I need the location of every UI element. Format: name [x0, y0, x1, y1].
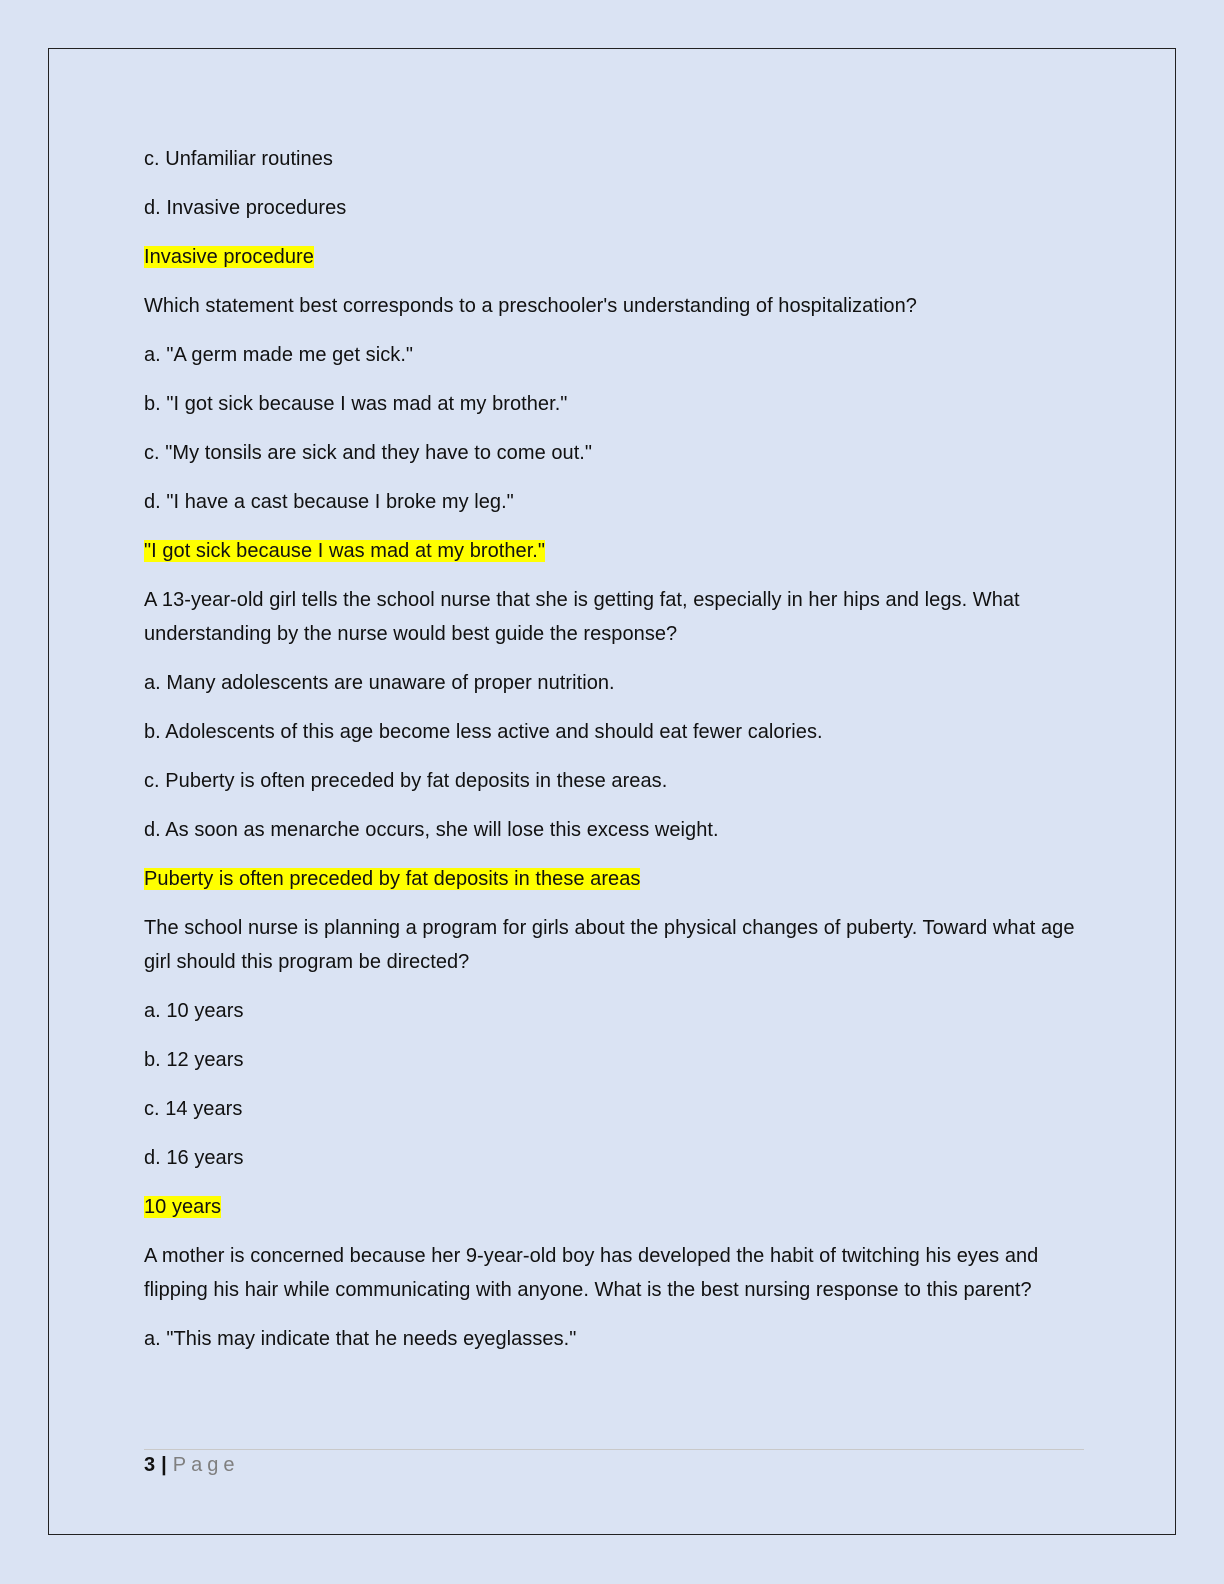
text-line — [144, 1141, 1084, 1175]
text-line — [144, 338, 1084, 372]
page-footer — [144, 1449, 1084, 1477]
answer-line — [144, 534, 1084, 568]
line-text: d. "I have a cast because I broke my leg." — [144, 491, 514, 513]
highlighted-answer: Puberty is often preceded by fat deposits in these areas — [144, 868, 641, 890]
page-number: 3 — [144, 1454, 156, 1476]
text-line — [144, 666, 1084, 700]
page-label: Page — [172, 1454, 240, 1476]
line-text: c. Puberty is often preceded by fat deposits in these areas. — [144, 770, 668, 792]
line-text: Which statement best corresponds to a preschooler's understanding of hospitalization? — [144, 295, 917, 317]
line-text: a. 10 years — [144, 1000, 244, 1022]
line-text: d. As soon as menarche occurs, she will lose this excess weight. — [144, 819, 719, 841]
text-line — [144, 1092, 1084, 1126]
answer-line — [144, 1190, 1084, 1224]
line-text: b. Adolescents of this age become less active and should eat fewer calories. — [144, 721, 823, 743]
text-line — [144, 1043, 1084, 1077]
highlighted-answer: Invasive procedure — [144, 246, 314, 268]
line-text: A mother is concerned because her 9-year-old boy has developed the habit of twitching his eyes and flipping his hair while communicating with anyone. What is the best nursing response to this parent? — [144, 1245, 1039, 1301]
line-text: c. "My tonsils are sick and they have to come out." — [144, 442, 593, 464]
highlighted-answer: "I got sick because I was mad at my brother." — [144, 540, 546, 562]
text-line — [144, 142, 1084, 176]
answer-line — [144, 240, 1084, 274]
text-line — [144, 1239, 1084, 1307]
highlighted-answer: 10 years — [144, 1196, 222, 1218]
line-text: a. "A germ made me get sick." — [144, 344, 414, 366]
line-text: a. "This may indicate that he needs eyeglasses." — [144, 1328, 577, 1350]
text-line — [144, 289, 1084, 323]
page-separator: | — [161, 1454, 167, 1476]
text-line — [144, 1322, 1084, 1356]
line-text: c. 14 years — [144, 1098, 243, 1120]
line-text: d. Invasive procedures — [144, 197, 347, 219]
line-text: c. Unfamiliar routines — [144, 148, 333, 170]
text-line — [144, 994, 1084, 1028]
text-line — [144, 764, 1084, 798]
text-line — [144, 485, 1084, 519]
line-text: A 13-year-old girl tells the school nurse that she is getting fat, especially in her hips and legs. What understanding by the nurse would best guide the response? — [144, 589, 1020, 645]
line-text: The school nurse is planning a program for girls about the physical changes of puberty. Toward what age girl should this program be directed? — [144, 917, 1075, 973]
text-line — [144, 911, 1084, 979]
document-body — [144, 142, 1084, 1371]
text-line — [144, 436, 1084, 470]
line-text: b. 12 years — [144, 1049, 244, 1071]
answer-line — [144, 862, 1084, 896]
text-line — [144, 813, 1084, 847]
line-text: a. Many adolescents are unaware of proper nutrition. — [144, 672, 615, 694]
text-line — [144, 583, 1084, 651]
text-line — [144, 715, 1084, 749]
line-text: d. 16 years — [144, 1147, 244, 1169]
text-line — [144, 387, 1084, 421]
text-line — [144, 191, 1084, 225]
line-text: b. "I got sick because I was mad at my brother." — [144, 393, 568, 415]
